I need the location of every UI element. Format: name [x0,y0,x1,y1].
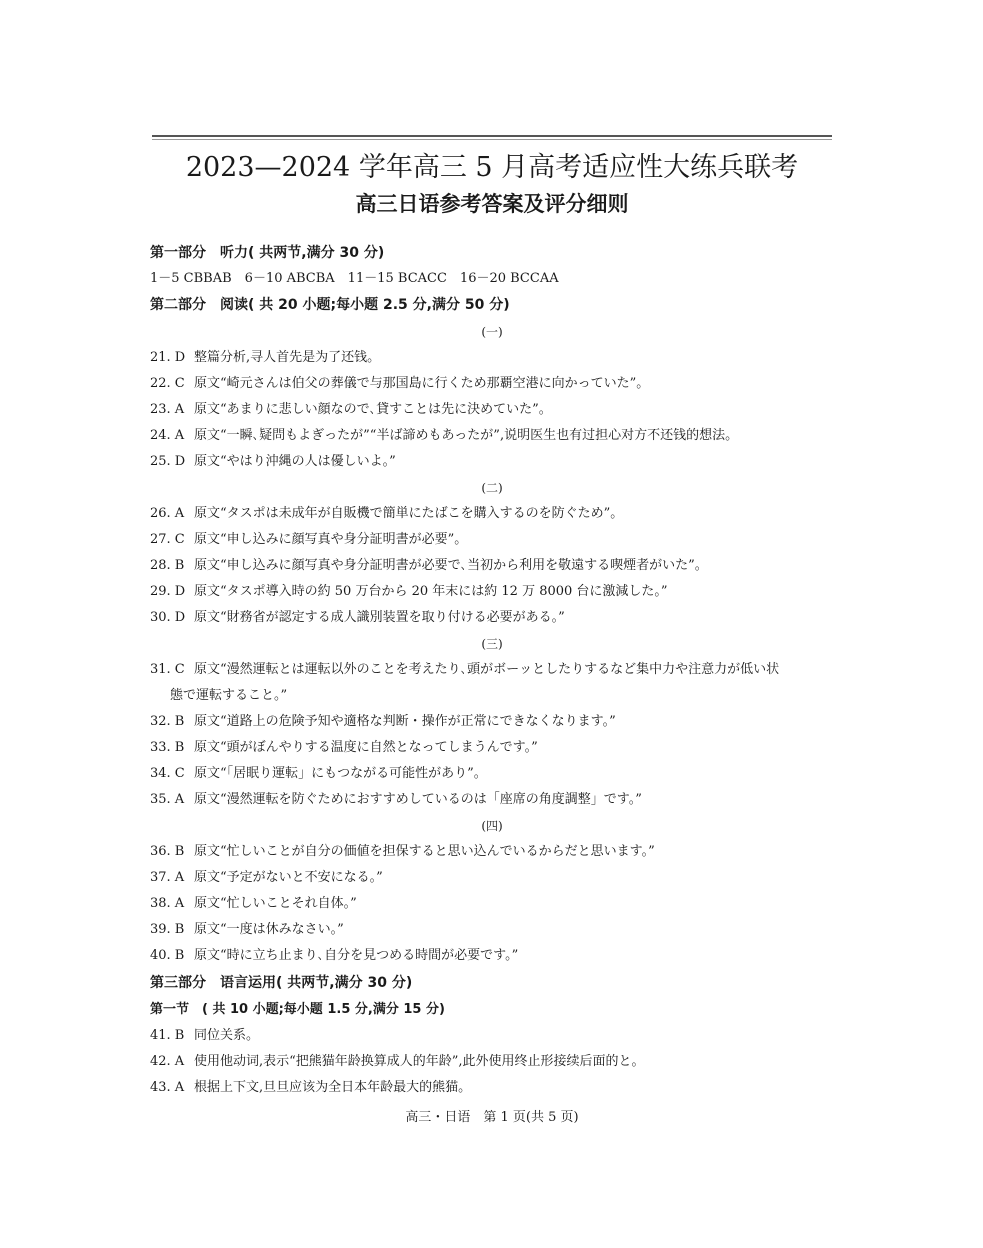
answer-number: 35. A [150,792,185,807]
answer-text: 原文“予定がないと不安になる。” [194,870,383,885]
answer-item [150,608,565,628]
answer-number: 23. A [150,402,185,417]
group-label: (二) [481,481,503,495]
answer-text: 原文“時に立ち止まり､自分を見つめる時間が必要です。” [194,948,519,963]
group-label: (一) [481,325,503,339]
answer-number: 28. B [150,558,185,573]
answer-number: 38. A [150,896,185,911]
answer-number: 41. B [150,1028,185,1043]
answer-text: 原文“タスポは未成年が自販機で簡単にたばこを購入するのを防ぐため”。 [194,506,624,521]
answer-item [150,348,380,368]
answer-item [150,920,344,940]
answer-item [150,1026,259,1046]
page-title: 2023—2024 学年高三 5 月高考适应性大练兵联考 [185,152,799,183]
top-rule [152,135,832,137]
answer-number: 43. A [150,1080,185,1095]
answer-text: 原文“忙しいことそれ自体。” [194,896,357,911]
answer-item [150,842,655,862]
answer-text: 原文“申し込みに顔写真や身分証明書が必要”。 [194,532,468,547]
top-rule-thin [152,139,832,140]
page-footer: 高三・日语 第 1 页(共 5 页) [405,1110,579,1125]
part1-heading: 第一部分 听力( 共两节,满分 30 分) [150,245,385,261]
group-label: (四) [481,819,503,833]
answer-number: 21. D [150,350,186,365]
answer-text: 根据上下文,旦旦应该为全日本年龄最大的熊猫。 [194,1080,472,1095]
answer-number: 36. B [150,844,185,859]
answer-number: 25. D [150,454,186,469]
answer-item [150,738,538,758]
answer-text: 整篇分析,寻人首先是为了还钱。 [194,350,381,365]
answer-text: 原文“財務省が認定する成人識別装置を取り付ける必要がある。” [194,610,565,625]
answer-text: 原文“漫然運転を防ぐためにおすすめしているのは「座席の角度調整」です。” [194,792,642,807]
answer-number: 24. A [150,428,185,443]
answer-item [150,946,518,966]
answer-text: 原文“やはり沖縄の人は優しいよ。” [194,454,396,469]
answer-number: 39. B [150,922,185,937]
answer-item [150,868,383,888]
part3-heading: 第三部分 语言运用( 共两节,满分 30 分) [150,975,413,991]
answer-item [150,504,623,524]
answer-item [150,452,396,472]
answer-text: 原文“一度は休みなさい。” [194,922,344,937]
answer-text: 同位关系。 [194,1028,260,1043]
answer-number: 40. B [150,948,185,963]
answer-text: 原文“崎元さんは伯父の葬儀で与那国島に行くため那覇空港に向かっていた”。 [194,376,650,391]
answer-text: 原文“あまりに悲しい顔なので､貸すことは先に決めていた”。 [194,402,552,417]
answer-text: 使用他动词,表示“把熊猫年龄换算成人的年龄”,此外使用终止形接续后面的と。 [194,1054,645,1069]
answer-text: 原文“道路上の危険予知や適格な判断・操作が正常にできなくなります。” [194,714,616,729]
answer-number: 33. B [150,740,185,755]
page-subtitle: 高三日语参考答案及评分细则 [355,192,629,216]
answer-item [150,790,642,810]
answer-text: 原文“忙しいことが自分の価値を担保すると思い込んでいるからだと思います。” [194,844,655,859]
part2-heading: 第二部分 阅读( 共 20 小题;每小题 2.5 分,满分 50 分) [150,297,510,313]
answer-text: 原文“一瞬､疑問もよぎったが”“半ば諦めもあったが”,说明医生也有过担心对方不还钱的想法。 [194,428,739,443]
section1-heading: 第一节 ( 共 10 小题;每小题 1.5 分,满分 15 分) [150,1002,445,1017]
answer-item [150,660,779,680]
answer-number: 22. C [150,376,185,391]
answer-item [150,1052,645,1072]
answer-number: 31. C [150,662,185,677]
answer-item [150,400,552,420]
answer-item [150,712,616,732]
answer-item [150,374,649,394]
answer-item [150,1078,471,1098]
answer-number: 32. B [150,714,185,729]
answer-text: 原文“漫然運転とは運転以外のことを考えたり､頭がボーッとしたりするなど集中力や注意力が低い状 [194,662,780,677]
answer-item [150,582,668,602]
answer-text: 原文“「居眠り運転」にもつながる可能性があり”。 [194,766,487,781]
answer-item [150,764,487,784]
answer-number: 30. D [150,610,186,625]
answer-number: 29. D [150,584,186,599]
answer-item [150,426,738,446]
answer-number: 37. A [150,870,185,885]
group-label: (三) [481,637,503,651]
answer-continuation: 態で運転すること。” [170,688,288,703]
answer-number: 26. A [150,506,185,521]
answer-number: 42. A [150,1054,185,1069]
answer-item [150,530,467,550]
answer-text: 原文“申し込みに顔写真や身分証明書が必要で､当初から利用を敬遠する喫煙者がいた”。 [194,558,708,573]
answer-item [150,556,708,576]
listening-answers: 1－5 CBBAB 6－10 ABCBA 11－15 BCACC 16－20 BCCAA [150,271,559,286]
answer-text: 原文“タスポ導入時の約 50 万台から 20 年末には約 12 万 8000 台に激減した。” [194,584,668,599]
answer-text: 原文“頭がぼんやりする温度に自然となってしまうんです。” [194,740,538,755]
answer-item [150,894,357,914]
answer-number: 27. C [150,532,185,547]
answer-number: 34. C [150,766,185,781]
